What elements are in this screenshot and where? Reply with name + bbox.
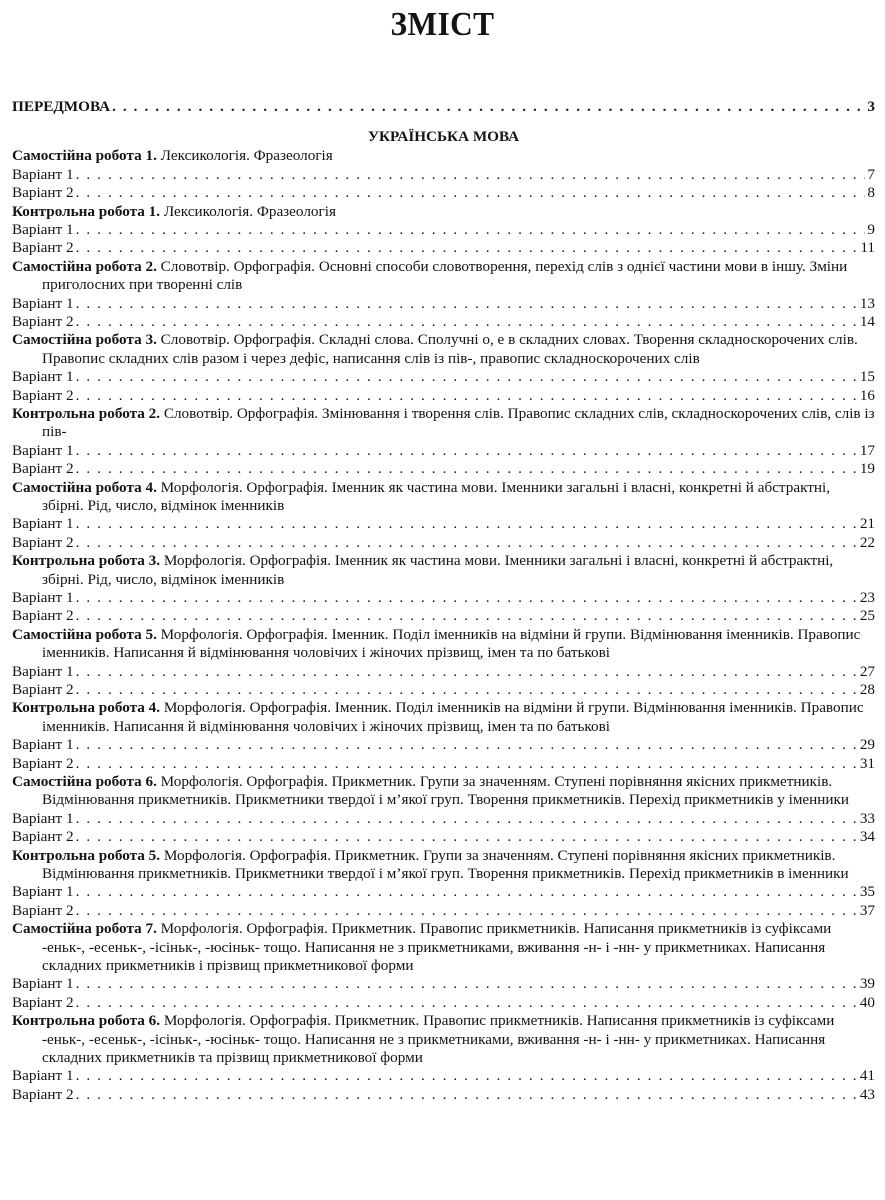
toc-variant-row[interactable] <box>12 313 875 331</box>
variant-label: Варіант 1 <box>12 588 74 606</box>
toc-variant-row[interactable] <box>12 239 875 257</box>
variant-label: Варіант 1 <box>12 368 74 386</box>
toc-entry-heading[interactable] <box>12 405 875 442</box>
toc-entry-heading[interactable] <box>12 147 875 165</box>
variant-label: Варіант 2 <box>12 1085 74 1103</box>
toc-variant-row[interactable] <box>12 368 875 386</box>
variant-label: Варіант 1 <box>12 736 74 754</box>
leader-dots <box>76 883 858 901</box>
entry-type: Контрольна робота 4. <box>12 699 161 717</box>
page-number: 7 <box>867 165 875 183</box>
entry-type: Контрольна робота 6. <box>12 1012 161 1030</box>
page-number: 39 <box>859 975 875 993</box>
entry-topic: Морфологія. Орфографія. Прикметник. Групи за значенням. Ступені порівняння якісних прикметників. Відмінювання прикметників. Прикметники твердої і м’якої груп. Творення прикметників. Перехід прикметників в іменники <box>42 846 849 882</box>
entry-type: Самостійна робота 3. <box>12 331 157 349</box>
toc-variant-row[interactable] <box>12 994 875 1012</box>
page-number: 14 <box>859 312 875 330</box>
toc-variant-row[interactable] <box>12 442 875 460</box>
leader-dots <box>76 755 858 773</box>
leader-dots <box>76 295 858 313</box>
page-number: 29 <box>859 736 875 754</box>
variant-label: Варіант 2 <box>12 680 74 698</box>
toc-variant-row[interactable] <box>12 295 875 313</box>
variant-label: Варіант 1 <box>12 294 74 312</box>
leader-dots <box>76 442 858 460</box>
page-number: 3 <box>867 98 875 115</box>
variant-label: Варіант 2 <box>12 901 74 919</box>
toc-variant-row[interactable] <box>12 166 875 184</box>
leader-dots <box>76 681 858 699</box>
entry-type: Самостійна робота 2. <box>12 257 157 275</box>
toc-variant-row[interactable] <box>12 387 875 405</box>
toc-variant-row[interactable] <box>12 755 875 773</box>
entry-type: Контрольна робота 5. <box>12 846 161 864</box>
page-number: 9 <box>867 220 875 238</box>
toc-label: ПЕРЕДМОВА <box>12 98 111 115</box>
leader-dots <box>76 313 858 331</box>
page-number: 40 <box>859 993 875 1011</box>
toc-variant-row[interactable] <box>12 607 875 625</box>
page-number: 17 <box>859 441 875 459</box>
page-number: 11 <box>860 239 875 257</box>
leader-dots <box>76 515 858 533</box>
variant-label: Варіант 2 <box>12 460 74 478</box>
page-number: 33 <box>859 809 875 827</box>
page-number: 22 <box>859 533 875 551</box>
entry-type: Самостійна робота 6. <box>12 772 157 790</box>
variant-label: Варіант 2 <box>12 993 74 1011</box>
toc-entry-heading[interactable] <box>12 626 875 663</box>
toc-variant-row[interactable] <box>12 589 875 607</box>
variant-label: Варіант 2 <box>12 312 74 330</box>
entry-type: Самостійна робота 4. <box>12 478 157 496</box>
variant-label: Варіант 1 <box>12 1067 74 1085</box>
toc-entry-heading[interactable] <box>12 847 875 884</box>
page-number: 8 <box>867 184 875 202</box>
entry-type: Самостійна робота 1. <box>12 147 157 165</box>
entry-type: Самостійна робота 7. <box>12 920 157 938</box>
toc-entry-heading[interactable] <box>12 699 875 736</box>
entry-topic: Морфологія. Орфографія. Прикметник. Групи за значенням. Ступені порівняння якісних прикметників. Відмінювання прикметників. Прикметники твердої і м’якої груп. Творення прикметників. Перехід прикметників у іменники <box>42 772 850 809</box>
entry-type: Контрольна робота 1. <box>12 202 161 220</box>
page-number: 43 <box>859 1085 875 1103</box>
leader-dots <box>76 810 858 828</box>
toc-preface[interactable] <box>12 98 875 116</box>
variant-label: Варіант 1 <box>12 809 74 827</box>
leader-dots <box>76 1086 858 1104</box>
page-number: 41 <box>859 1067 875 1085</box>
variant-label: Варіант 2 <box>12 754 74 772</box>
toc-entry-heading[interactable] <box>12 920 875 975</box>
variant-label: Варіант 2 <box>12 184 74 202</box>
page-number: 16 <box>859 386 875 404</box>
leader-dots <box>76 460 858 478</box>
toc-entries <box>12 147 875 1104</box>
page-number: 21 <box>859 515 875 533</box>
entry-topic: Морфологія. Орфографія. Прикметник. Правопис прикметників. Написання прикметників із суфіксами -еньк-, -есеньк-, -ісіньк-, -юсіньк- тощо. Написання не з прикметниками, вживання -н- і -нн- у прикметниках. Написання складних прикметників і прізвищ прикметникової форми <box>42 920 832 974</box>
variant-label: Варіант 1 <box>12 220 74 238</box>
toc-variant-row[interactable] <box>12 534 875 552</box>
page-number: 27 <box>859 662 875 680</box>
page-number: 28 <box>859 680 875 698</box>
entry-topic: Морфологія. Орфографія. Прикметник. Правопис прикметників. Написання прикметників із суфіксами -еньк-, -есеньк-, -ісіньк-, -юсіньк- тощо. Написання не з прикметниками, вживання -н- і -нн- у прикметниках. Написання складних прикметників та прізвищ прикметникової форми <box>42 1012 835 1066</box>
leader-dots <box>76 221 866 239</box>
leader-dots <box>76 1067 858 1085</box>
leader-dots <box>76 994 858 1012</box>
variant-label: Варіант 2 <box>12 828 74 846</box>
page-number: 37 <box>859 901 875 919</box>
leader-dots <box>76 166 866 184</box>
variant-label: Варіант 1 <box>12 883 74 901</box>
toc-entry-heading[interactable] <box>12 773 875 810</box>
entry-topic: Морфологія. Орфографія. Іменник. Поділ іменників на відміни й групи. Відмінювання іменників. Правопис іменників. Написання й відмінювання чоловічих і жіночих прізвищ, імен та по батькові <box>42 625 861 662</box>
toc-entry-heading[interactable] <box>12 1012 875 1067</box>
page-title: ЗМІСТ <box>390 6 495 43</box>
toc-variant-row[interactable] <box>12 681 875 699</box>
leader-dots <box>76 387 858 405</box>
entry-topic: Лексикологія. Фразеологія <box>156 147 333 165</box>
variant-label: Варіант 1 <box>12 165 74 183</box>
leader-dots <box>76 828 858 846</box>
page-number: 31 <box>859 754 875 772</box>
leader-dots <box>76 736 858 754</box>
variant-label: Варіант 2 <box>12 607 74 625</box>
variant-label: Варіант 1 <box>12 975 74 993</box>
entry-type: Самостійна робота 5. <box>12 625 157 643</box>
entry-topic: Словотвір. Орфографія. Основні способи словотворення, перехід слів з однієї частини мови в іншу. Зміни приголосних при творенні слів <box>42 257 848 294</box>
toc-variant-row[interactable] <box>12 736 875 754</box>
toc-variant-row[interactable] <box>12 883 875 901</box>
variant-label: Варіант 2 <box>12 533 74 551</box>
toc-variant-row[interactable] <box>12 460 875 478</box>
toc-variant-row[interactable] <box>12 1067 875 1085</box>
toc-variant-row[interactable] <box>12 810 875 828</box>
page-number: 15 <box>859 368 875 386</box>
toc-entry-heading[interactable] <box>12 203 875 221</box>
leader-dots <box>76 589 858 607</box>
entry-type: Контрольна робота 2. <box>12 404 161 422</box>
leader-dots <box>112 98 865 116</box>
toc-entry-heading[interactable] <box>12 479 875 516</box>
section-heading: УКРАЇНСЬКА МОВА <box>367 128 520 146</box>
entry-topic: Морфологія. Орфографія. Іменник. Поділ іменників на відміни й групи. Відмінювання іменників. Правопис іменників. Написання й відмінювання чоловічих і жіночих прізвищ, імен та по батькові <box>42 699 864 735</box>
toc-variant-row[interactable] <box>12 221 875 239</box>
leader-dots <box>76 368 858 386</box>
page-number: 13 <box>859 294 875 312</box>
toc-entry-heading[interactable] <box>12 552 875 589</box>
page-number: 19 <box>859 460 875 478</box>
leader-dots <box>76 184 866 202</box>
leader-dots <box>76 663 858 681</box>
leader-dots <box>76 239 859 257</box>
toc-variant-row[interactable] <box>12 663 875 681</box>
page-number: 25 <box>859 607 875 625</box>
leader-dots <box>76 902 858 920</box>
leader-dots <box>76 975 858 993</box>
toc-entry-heading[interactable] <box>12 331 875 368</box>
variant-label: Варіант 1 <box>12 441 74 459</box>
page-number: 35 <box>859 883 875 901</box>
entry-type: Контрольна робота 3. <box>12 552 161 570</box>
entry-topic: Морфологія. Орфографія. Іменник як частина мови. Іменники загальні і власні, конкретні й абстрактні, збірні. Рід, число, відмінок іменників <box>42 478 831 514</box>
page-number: 23 <box>859 588 875 606</box>
entry-topic: Лексикологія. Фразеологія <box>160 202 336 220</box>
toc-variant-row[interactable] <box>12 515 875 533</box>
toc-variant-row[interactable] <box>12 902 875 920</box>
toc-entry-heading[interactable] <box>12 258 875 295</box>
table-of-contents <box>12 98 875 1104</box>
variant-label: Варіант 1 <box>12 662 74 680</box>
leader-dots <box>76 534 858 552</box>
page-number: 34 <box>859 828 875 846</box>
variant-label: Варіант 1 <box>12 515 74 533</box>
toc-variant-row[interactable] <box>12 1086 875 1104</box>
entry-topic: Морфологія. Орфографія. Іменник як частина мови. Іменники загальні і власні, конкретні й абстрактні, збірні. Рід, число, відмінок іменників <box>42 552 834 588</box>
variant-label: Варіант 2 <box>12 386 74 404</box>
entry-topic: Словотвір. Орфографія. Складні слова. Сполучні о, е в складних словах. Творення складноскорочених слів. Правопис складних слів разом і через дефіс, написання слів із пів-, правопис складноскорочених слів <box>42 331 858 367</box>
toc-variant-row[interactable] <box>12 828 875 846</box>
leader-dots <box>76 607 858 625</box>
entry-topic: Словотвір. Орфографія. Змінювання і творення слів. Правопис складних слів, складноскорочених слів, слів із пів- <box>42 404 875 441</box>
toc-variant-row[interactable] <box>12 184 875 202</box>
variant-label: Варіант 2 <box>12 239 74 257</box>
toc-variant-row[interactable] <box>12 975 875 993</box>
